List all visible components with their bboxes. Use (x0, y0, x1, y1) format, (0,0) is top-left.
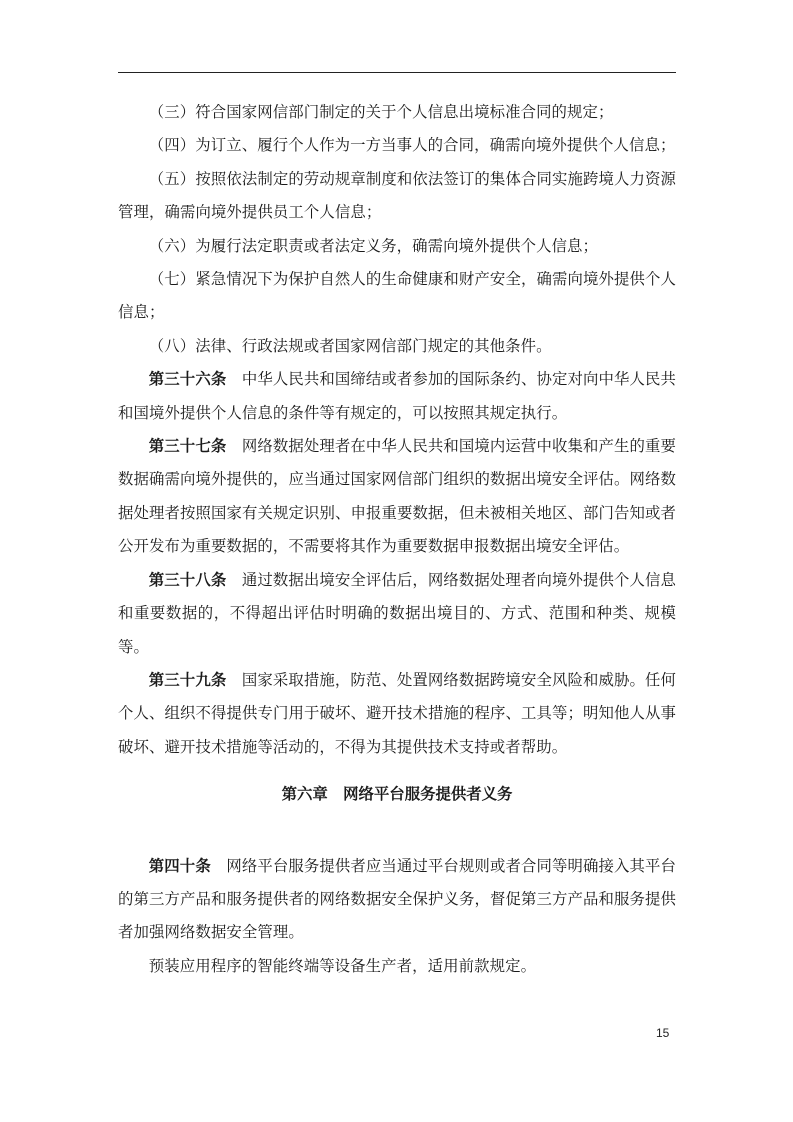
header-rule (118, 72, 676, 73)
article-38: 第三十八条 通过数据出境安全评估后，网络数据处理者向境外提供个人信息和重要数据的，不得超出评估时明确的数据出境目的、方式、范围和种类、规模等。 (118, 570, 676, 656)
article-37: 第三十七条 网络数据处理者在中华人民共和国境内运营中收集和产生的重要数据确需向境外提供的，应当通过国家网信部门组织的数据出境安全评估。网络数据处理者按照国家有关规定识别、申报重要数据，但未被相关地区、部门告知或者公开发布为重要数据的，不需要将其作为重要数据申报数据出境安全评估。 (118, 437, 676, 556)
page-number: 15 (656, 1026, 670, 1040)
article-number: 第三十八条 (148, 570, 227, 589)
article-36: 第三十六条 中华人民共和国缔结或者参加的国际条约、协定对向中华人民共和国境外提供个人信息的条件等有规定的，可以按照其规定执行。 (118, 370, 676, 422)
clause-6: （六）为履行法定职责或者法定义务，确需向境外提供个人信息； (148, 236, 599, 255)
article-number: 第三十六条 (148, 370, 227, 389)
article-40: 第四十条 网络平台服务提供者应当通过平台规则或者合同等明确接入其平台的第三方产品和服务提供者的网络数据安全保护义务，督促第三方产品和服务提供者加强网络数据安全管理。 (118, 856, 676, 942)
clause-3: （三）符合国家网信部门制定的关于个人信息出境标准合同的规定； (148, 103, 614, 121)
article-number: 第三十七条 (148, 437, 227, 456)
clause-5: （五）按照依法制定的劳动规章制度和依法签订的集体合同实施跨境人力资源管理，确需向境外提供员工个人信息； (118, 169, 676, 222)
article-40-para-2: 预装应用程序的智能终端等设备生产者，适用前款规定。 (148, 956, 537, 975)
article-number: 第四十条 (148, 856, 211, 875)
page-body (118, 96, 676, 983)
clause-7: （七）紧急情况下为保护自然人的生命健康和财产安全，确需向境外提供个人信息； (118, 270, 676, 322)
article-number: 第三十九条 (148, 670, 227, 689)
clause-4: （四）为订立、履行个人作为一方当事人的合同，确需向境外提供个人信息； (148, 136, 676, 155)
chapter-heading: 第六章 网络平台服务提供者义务 (281, 785, 513, 804)
article-39: 第三十九条 国家采取措施，防范、处置网络数据跨境安全风险和威胁。任何个人、组织不得提供专门用于破坏、避开技术措施的程序、工具等；明知他人从事破坏、避开技术措施等活动的，不得为其提供技术支持或者帮助。 (118, 670, 676, 756)
clause-8: （八）法律、行政法规或者国家网信部门规定的其他条件。 (148, 336, 552, 355)
